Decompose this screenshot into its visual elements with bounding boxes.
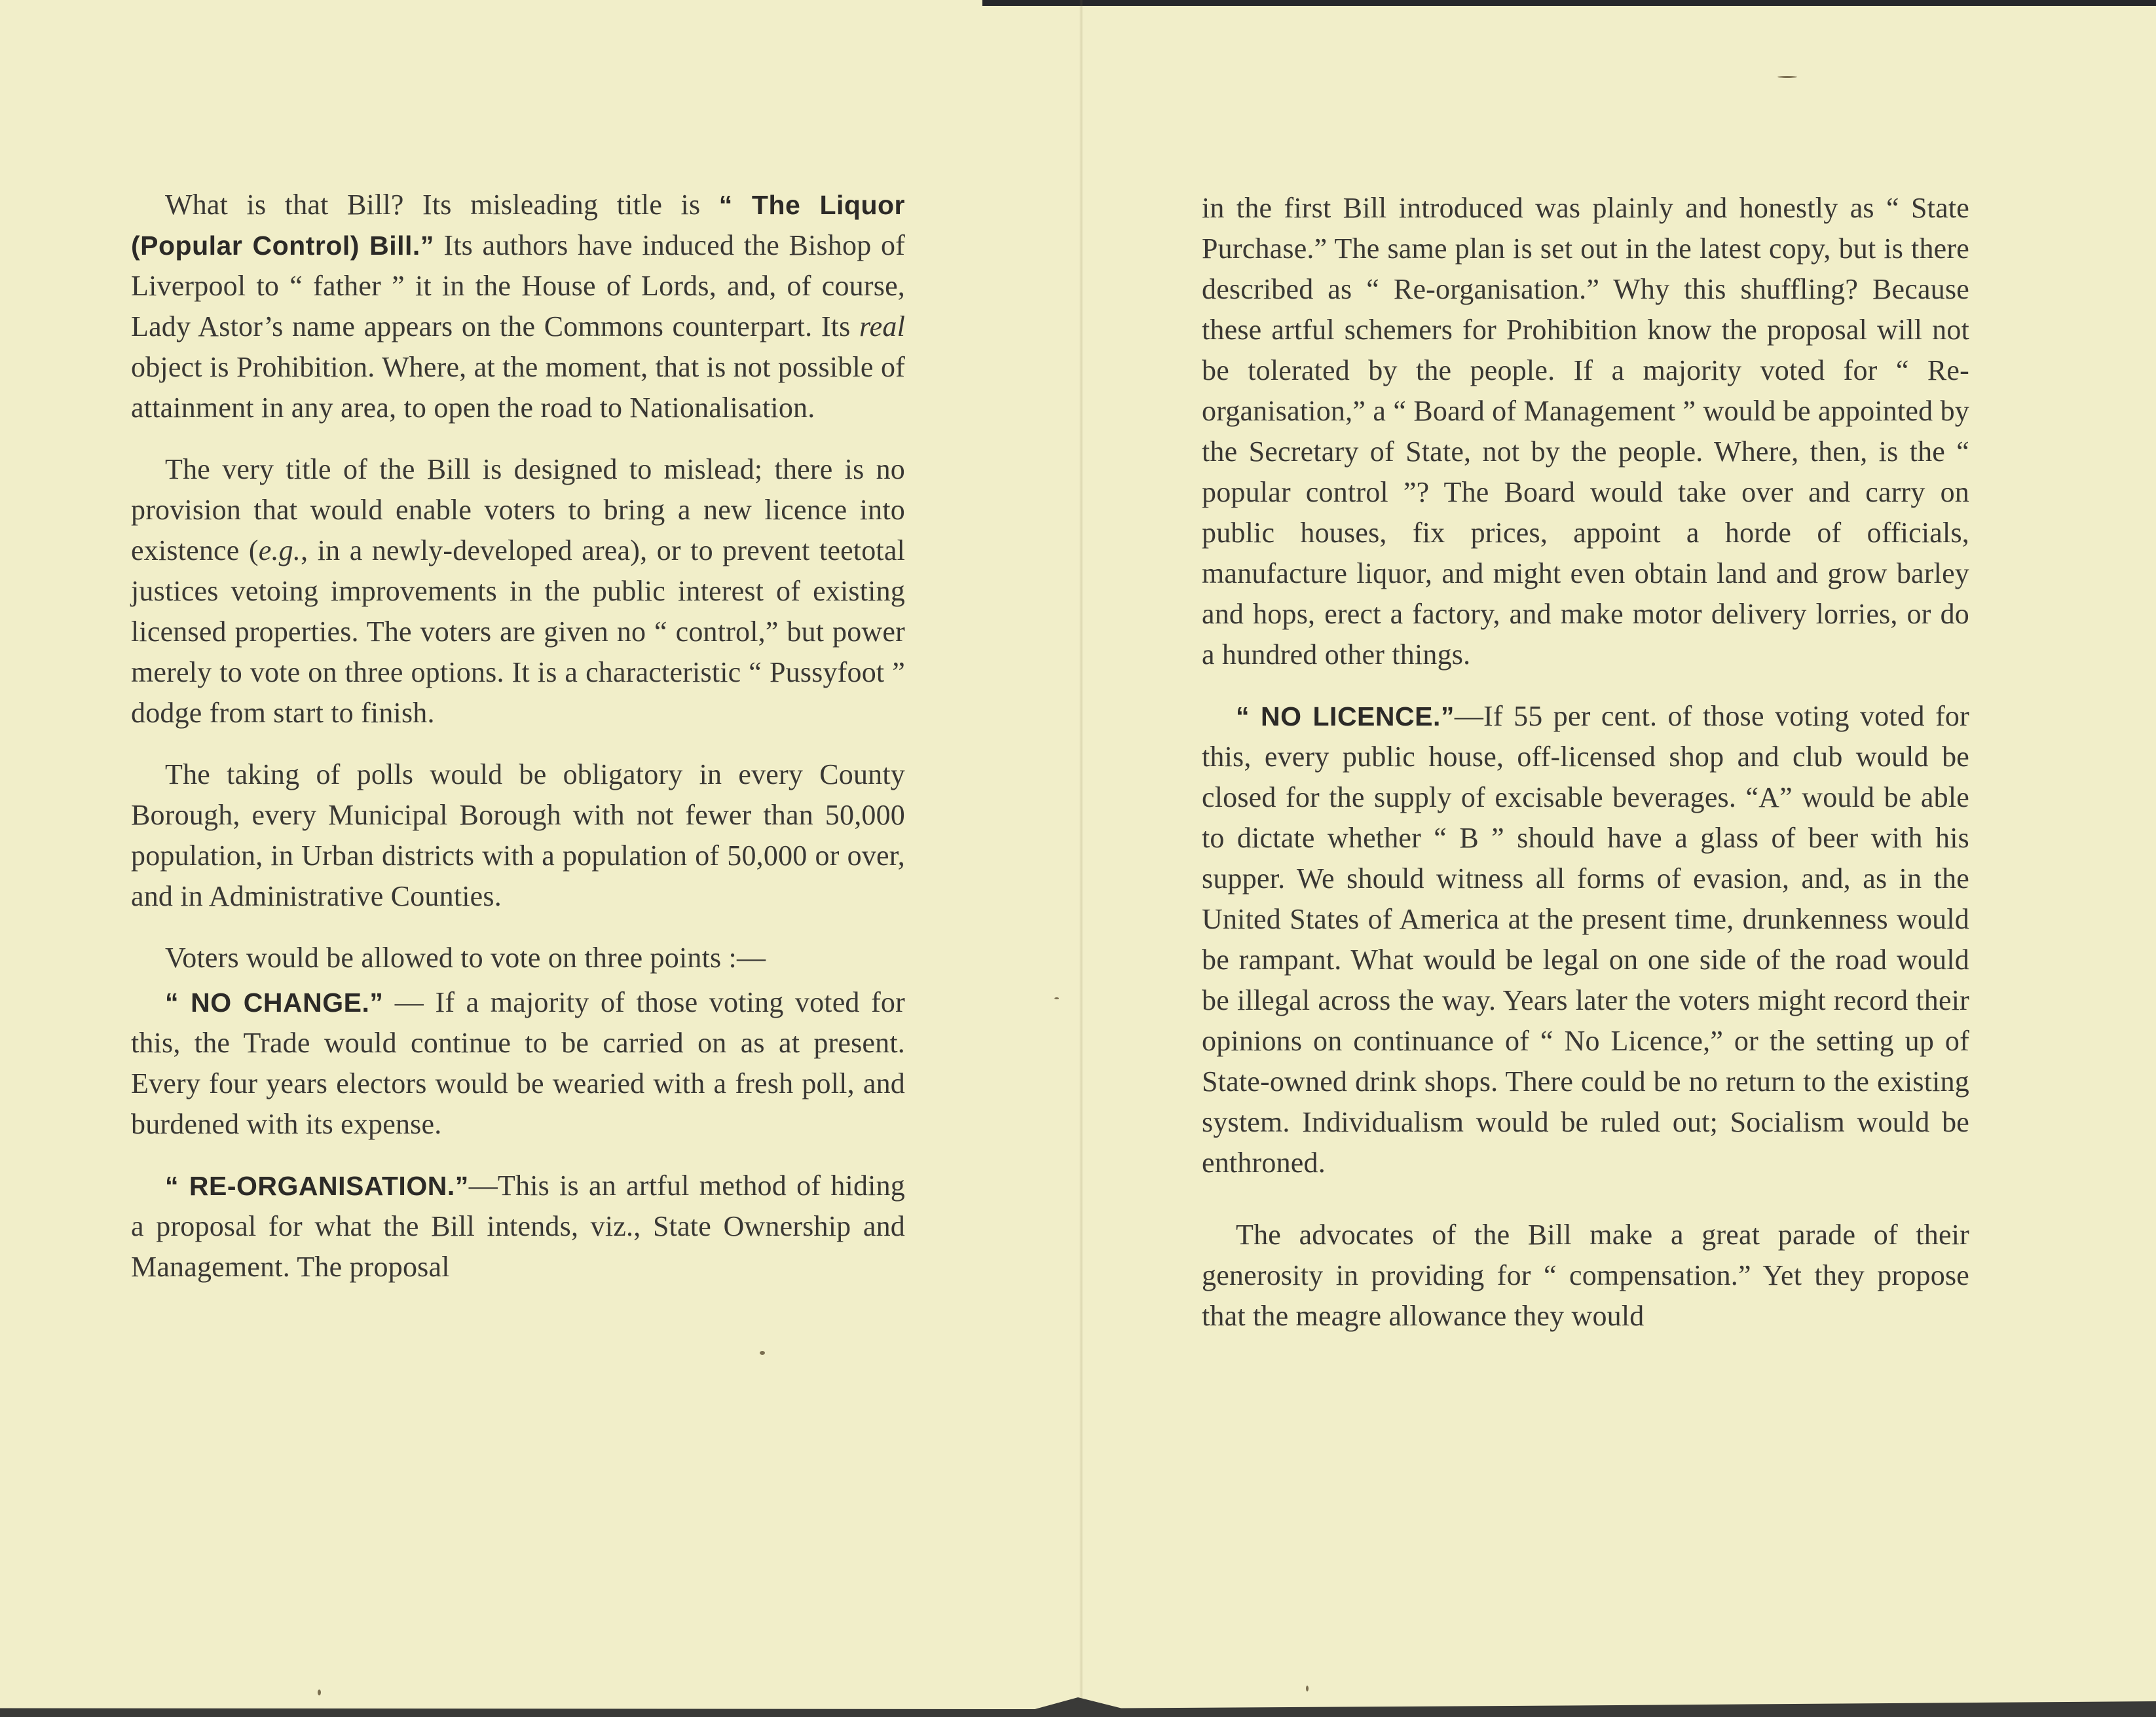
text-run: What is that Bill? Its misleading title is (165, 189, 719, 221)
paper-speck (760, 1351, 765, 1355)
paragraph-polls: The taking of polls would be obligatory in every County Borough, every Municipal Borough with not fewer than 50,000 population, in Urban districts with a population of 50,000 or over, and in Administrative Counties. (131, 758, 905, 912)
text-run: —This is an artful method of hiding a proposal for what the Bill intends, viz., State Ownership and Management. The proposal (131, 1170, 905, 1283)
paragraph-no-change (131, 982, 905, 1145)
bill-title-bold: “ The Liquor (Popular Control) Bill.” (131, 190, 905, 261)
text-run: The very title of the Bill is designed to mislead; there is no provision that would enable voters to bring a new licence into existence ( (131, 453, 905, 566)
left-page-text (131, 185, 905, 1287)
paragraph-compensation: The advocates of the Bill make a great parade of their generosity in providing for “ compensation.” Yet they propose that the meagre allowance they would (1202, 1219, 1969, 1332)
paragraph-re-organisation (131, 1166, 905, 1287)
heading-re-organisation: “ RE-ORGANISATION.” (165, 1171, 469, 1201)
heading-no-change: “ NO CHANGE.” (165, 988, 384, 1018)
heading-no-licence: “ NO LICENCE.” (1236, 701, 1455, 731)
paragraph-no-licence (1202, 696, 1969, 1183)
paper-speck (1306, 1686, 1309, 1691)
paragraph-state-purchase: in the first Bill introduced was plainly and honestly as “ State Purchase.” The same plan is set out in the latest copy, but is there described as “ Re-organisation.” Why this shuffling? Because these artful schemers for Prohibition know the proposal will not be tolerated by the people. If a majority voted for “ Re-organisation,” a “ Board of Management ” would be appointed by the Secretary of State, not by the people. Where, then, is the “ popular control ”? The Board would take over and carry on public houses, fix prices, appoint a horde of officials, manufacture liquor, and might even obtain land and grow barley and hops, erect a factory, and make motor delivery lorries, or do a hundred other things. (1202, 192, 1969, 671)
text-run: — If a majority of those voting voted for this, the Trade would continue to be carried on as at present. Every four years electors would be wearied with a fresh poll, and burdened with its expense. (131, 986, 905, 1140)
italic-abbrev: e.g. (258, 534, 301, 566)
paragraph-misleading-title (131, 449, 905, 733)
paragraph-bill-title (131, 185, 905, 428)
text-run: , in a newly-developed area), or to prevent teetotal justices vetoing improvements in the public interest of existing licensed properties. The voters are given no “ control,” but power merely to vote on three options. It is a characteristic “ Pussyfoot ” dodge from start to finish. (131, 534, 906, 729)
italic-word: real (859, 310, 905, 342)
text-run: object is Prohibition. Where, at the moment, that is not possible of attainment in any area, to open the road to Nationalisation. (131, 351, 905, 424)
paper-speck (318, 1689, 321, 1695)
paper-speck (1054, 997, 1059, 999)
paper-speck (1777, 76, 1797, 78)
paragraph-three-points: Voters would be allowed to vote on three points :— (165, 942, 766, 974)
right-page-text (1202, 188, 1969, 1337)
text-run: Its authors have induced the Bishop of Liverpool to “ father ” it in the House of Lords, and, of course, Lady Astor’s name appears on the Commons counterpart. Its (131, 229, 905, 342)
text-run: —If 55 per cent. of those voting voted for this, every public house, off-licensed shop and club would be closed for the supply of excisable beverages. “A” would be able to dictate whether “ B ” should have a glass of beer with his supper. We should witness all forms of evasion, and, as in the United States of America at the present time, drunkenness would be rampant. What would be legal on one side of the road would be illegal across the way. Years later the voters might record their opinions on continuance of “ No Licence,” or the setting up of State-owned drink shops. There could be no return to the existing system. Individualism would be ruled out; Socialism would be enthroned. (1202, 700, 1969, 1179)
right-page (1083, 0, 2156, 1717)
